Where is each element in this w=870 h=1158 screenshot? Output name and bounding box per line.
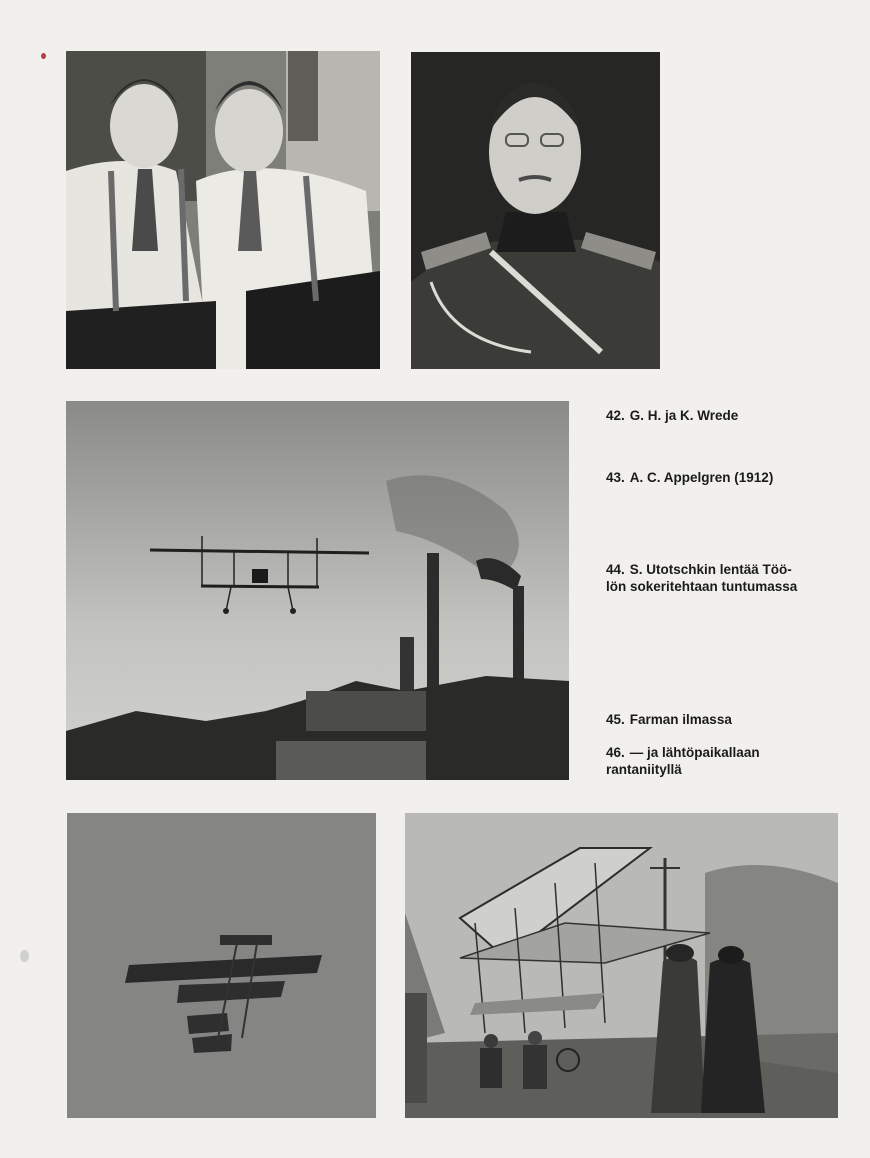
caption-45-number: 45. xyxy=(606,712,625,727)
caption-42 xyxy=(606,407,738,424)
caption-46 xyxy=(606,744,760,778)
caption-42-text: G. H. ja K. Wrede xyxy=(629,408,739,423)
caption-44-text-line2: lön sokeritehtaan tuntumassa xyxy=(606,579,798,594)
photo-appelgren xyxy=(411,52,660,369)
caption-43 xyxy=(606,469,773,486)
caption-44 xyxy=(606,561,797,595)
photo-farman-ground xyxy=(405,813,838,1118)
caption-42-number: 42. xyxy=(606,408,625,423)
caption-45 xyxy=(606,711,732,728)
paper-speck xyxy=(20,950,29,962)
caption-46-number: 46. xyxy=(606,745,625,760)
caption-43-text: A. C. Appelgren (1912) xyxy=(629,470,774,485)
caption-46-text-line2: rantaniityllä xyxy=(606,762,682,777)
photo-utotschkin-flight xyxy=(66,401,569,780)
photo-wrede-brothers xyxy=(66,51,380,369)
caption-45-text: Farman ilmassa xyxy=(629,712,732,727)
paper-speck xyxy=(41,53,46,59)
caption-43-number: 43. xyxy=(606,470,625,485)
caption-46-text: — ja lähtöpaikallaan xyxy=(629,745,760,760)
photo-farman-airborne xyxy=(67,813,376,1118)
caption-44-text: S. Utotschkin lentää Töö- xyxy=(629,562,792,577)
caption-44-number: 44. xyxy=(606,562,625,577)
